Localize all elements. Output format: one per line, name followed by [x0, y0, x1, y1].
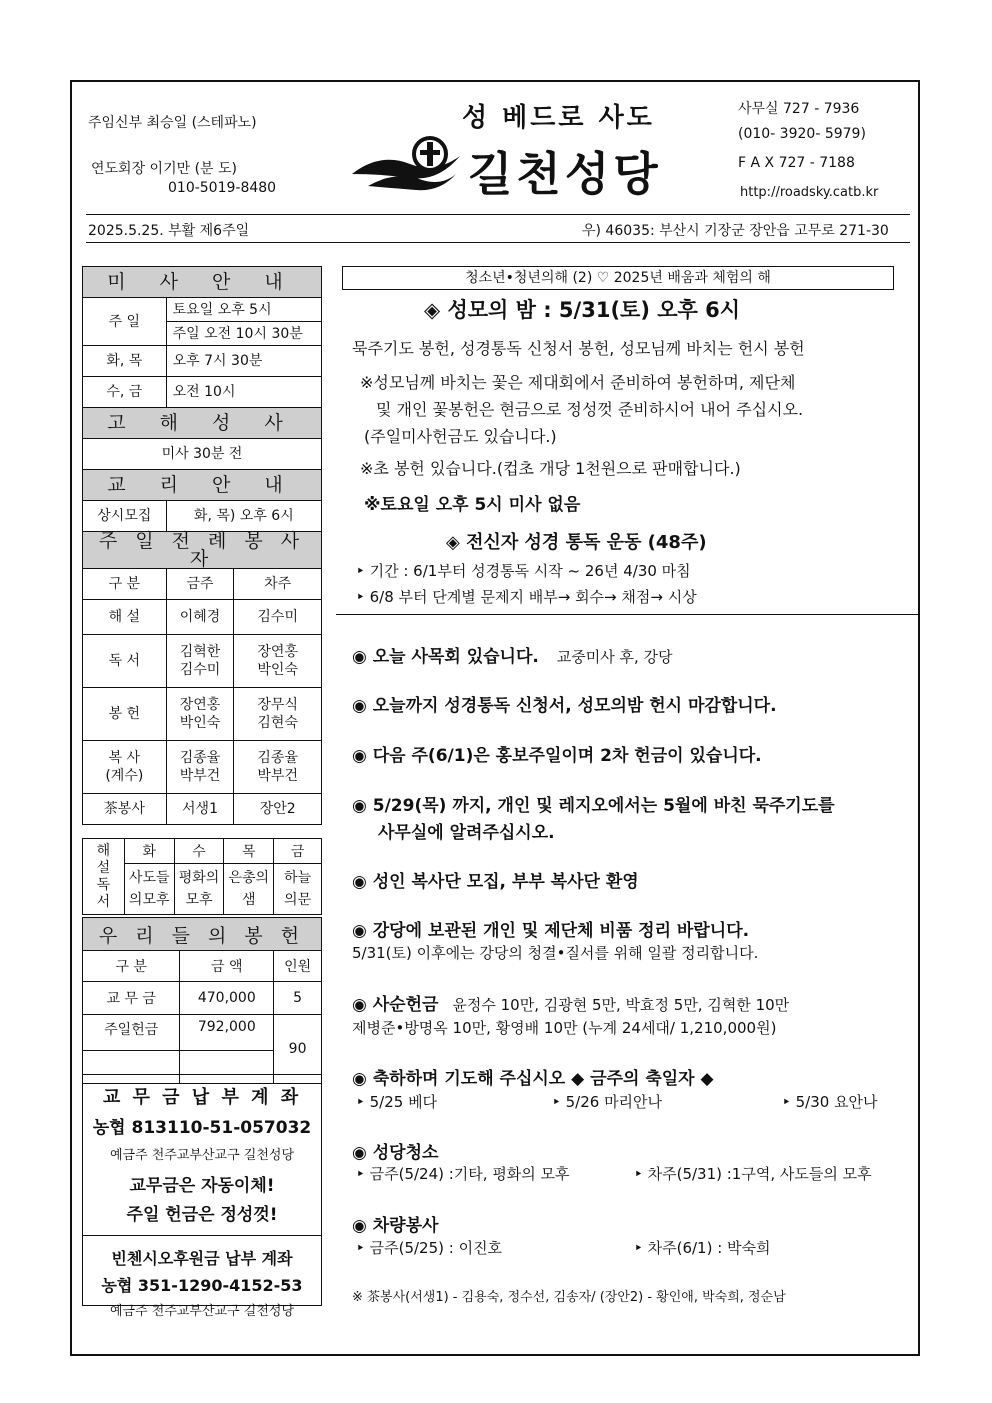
mass-day: 주 일: [83, 298, 167, 346]
pastor: 주임신부 최승일 (스테파노): [88, 115, 257, 131]
reading-cell: 사도들 의모후: [124, 864, 174, 915]
server-role: 해 설: [83, 600, 167, 635]
notice: ◉ 강당에 보관된 개인 및 제단체 비품 정리 바랍니다.: [352, 921, 750, 941]
account-owner: 예금주 천주교부산교구 길천성당: [109, 1148, 295, 1163]
offering-table: [82, 917, 322, 1084]
feast-item: ‣ 5/26 마리안나: [552, 1093, 663, 1111]
offering-kind: 교 무 금: [83, 982, 180, 1015]
parish-name: 길천성당: [468, 147, 662, 201]
date-line: 2025.5.25. 부활 제6주일: [88, 223, 250, 239]
website-link[interactable]: http://roadsky.catb.kr: [740, 185, 879, 200]
offering-head: 구 분: [83, 951, 180, 982]
notice: 사무실에 알려주십시오.: [378, 823, 555, 843]
catechism-title: 교 리 안 내: [83, 470, 322, 501]
catechism-label: 상시모집: [83, 501, 167, 532]
marian-line: (주일미사헌금도 있습니다.): [364, 427, 557, 446]
vincent-title: 빈첸시오후원금 납부 계좌: [111, 1249, 293, 1268]
section-divider: [336, 614, 918, 615]
offering-head: 인원: [274, 951, 322, 982]
reading-day: 수: [174, 839, 224, 864]
reading-cell: 하늘 의문: [274, 864, 322, 915]
mass-time: 토요일 오후 5시: [166, 298, 321, 322]
cleaning-item: ‣ 금주(5/24) :기타, 평화의 모후: [356, 1165, 570, 1183]
servers-title: 주 일 전 례 봉 사 자: [83, 532, 322, 569]
notice: ◉ 오늘 사목회 있습니다. 교중미사 후, 강당: [352, 647, 673, 667]
chair-phone: 010-5019-8480: [168, 180, 277, 196]
car-item: ‣ 차주(6/1) : 박숙희: [634, 1239, 771, 1257]
mass-time: 오후 7시 30분: [166, 346, 321, 377]
office-phone: 사무실 727 - 7936: [738, 101, 860, 117]
offering-kind: 주일헌금: [83, 1015, 180, 1051]
chair: 연도회장 이기만 (분 도): [91, 161, 237, 177]
server-next-week: 장무식 김현숙: [234, 688, 322, 741]
feast-item: ‣ 5/25 베다: [356, 1093, 438, 1111]
servers-head: 차주: [234, 569, 322, 600]
reading-cell: 평화의 모후: [174, 864, 224, 915]
reading-day: 금: [274, 839, 322, 864]
server-next-week: 장연홍 박인숙: [234, 635, 322, 688]
bible-line: ‣ 기간 : 6/1부터 성경통독 시작 ~ 26년 4/30 마침: [356, 562, 691, 580]
parish-logo-icon: [350, 134, 462, 194]
reading-day: 목: [224, 839, 274, 864]
feast-item: ‣ 5/30 요안나: [782, 1093, 878, 1111]
notice: ◉ 사순헌금 윤정수 10만, 김광현 5만, 박효정 5만, 김혁한 10만: [352, 995, 790, 1015]
marian-line: ※초 봉헌 있습니다.(컵초 개당 1천원으로 판매합니다.): [360, 459, 741, 478]
server-next-week: 장안2: [234, 794, 322, 825]
notice: ◉ 축하하며 기도해 주십시오 ◆ 금주의 축일자 ◆: [352, 1069, 714, 1089]
server-this-week: 김혁한 김수미: [166, 635, 234, 688]
marian-line: ※토요일 오후 5시 미사 없음: [364, 495, 581, 515]
marian-night-heading: ◈ 성모의 밤 : 5/31(토) 오후 6시: [424, 298, 741, 322]
mass-time: 주일 오전 10시 30분: [166, 322, 321, 346]
mass-title: 미 사 안 내: [83, 267, 322, 298]
bible-heading: ◈ 전신자 성경 통독 운동 (48주): [446, 532, 707, 553]
mobile-phone: (010- 3920- 5979): [738, 126, 866, 142]
reading-table: [82, 838, 322, 915]
confession-time: 미사 30분 전: [83, 439, 322, 470]
catechism-time: 화, 목) 오후 6시: [166, 501, 321, 532]
left-schedule-table: [82, 266, 322, 825]
mass-day: 수, 금: [83, 377, 167, 408]
notice: ◉ 성인 복사단 모집, 부부 복사단 환영: [352, 872, 639, 892]
server-this-week: 이혜경: [166, 600, 234, 635]
offering-head: 금 액: [180, 951, 274, 982]
notice-detail: 5/31(토) 이후에는 강당의 청결•질서를 위해 일괄 정리합니다.: [352, 944, 759, 962]
servers-head: 금주: [166, 569, 234, 600]
server-role: 독 서: [83, 635, 167, 688]
offering-count: 5: [274, 982, 322, 1015]
vincent-number: 농협 351-1290-4152-53: [101, 1276, 303, 1295]
year-banner: 청소년•청년의해 (2) ♡ 2025년 배움과 체험의 해: [342, 266, 894, 290]
server-role: 봉 헌: [83, 688, 167, 741]
cleaning-item: ‣ 차주(5/31) :1구역, 사도들의 모후: [634, 1165, 872, 1183]
server-this-week: 서생1: [166, 794, 234, 825]
mass-day: 화, 목: [83, 346, 167, 377]
parish-subtitle: 성 베드로 사도: [462, 103, 655, 133]
header-divider: [86, 214, 910, 215]
offering-amount: 792,000: [180, 1015, 274, 1051]
mass-time: 오전 10시: [166, 377, 321, 408]
address: 우) 46035: 부산시 기장군 장안읍 고무로 271-30: [582, 223, 889, 239]
notice-detail: 제병준•방명옥 10만, 황영배 10만 (누계 24세대/ 1,210,000원): [352, 1019, 777, 1037]
server-role: 복 사 (계수): [83, 741, 167, 794]
marian-line: ※성모님께 바치는 꽃은 제대회에서 준비하여 봉헌하며, 제단체: [360, 373, 796, 392]
server-next-week: 김종율 박부건: [234, 741, 322, 794]
notice: ◉ 차량봉사: [352, 1216, 439, 1236]
offering-title: 우 리 들 의 봉 헌: [83, 918, 322, 951]
reading-cell: 은총의 샘: [224, 864, 274, 915]
account-box: [82, 1074, 322, 1319]
confession-title: 고 해 성 사: [83, 408, 322, 439]
marian-line: 및 개인 꽃봉헌은 현금으로 정성껏 준비하시어 내어 주십시오.: [376, 400, 804, 419]
header-divider-2: [86, 242, 910, 243]
reading-label: 해 설 독 서: [83, 839, 125, 915]
account-number: 농협 813110-51-057032: [92, 1118, 312, 1138]
account-note: 주일 헌금은 정성껏!: [126, 1205, 278, 1225]
tea-servers: ※ 茶봉사(서생1) - 김용숙, 정수선, 김송자/ (장안2) - 황인애, 박숙희, 정순남: [352, 1290, 786, 1305]
server-next-week: 김수미: [234, 600, 322, 635]
bible-line: ‣ 6/8 부터 단계별 문제지 배부→ 회수→ 채점→ 시상: [356, 588, 697, 606]
servers-head: 구 분: [83, 569, 167, 600]
notice: ◉ 성당청소: [352, 1143, 439, 1163]
fax: F A X 727 - 7188: [738, 155, 855, 171]
marian-line: 묵주기도 봉헌, 성경통독 신청서 봉헌, 성모님께 바치는 헌시 봉헌: [352, 339, 805, 358]
offering-count: 90: [274, 1015, 322, 1084]
vincent-owner: 예금주 천주교부산교구 길천성당: [109, 1304, 295, 1319]
server-this-week: 김종율 박부건: [166, 741, 234, 794]
offering-amount: 470,000: [180, 982, 274, 1015]
notice: ◉ 다음 주(6/1)은 홍보주일이며 2차 헌금이 있습니다.: [352, 746, 762, 766]
notice: ◉ 오늘까지 성경통독 신청서, 성모의밤 헌시 마감합니다.: [352, 696, 777, 716]
reading-day: 화: [124, 839, 174, 864]
server-this-week: 장연홍 박인숙: [166, 688, 234, 741]
account-title: 교 무 금 납 부 계 좌: [102, 1087, 302, 1108]
notice: ◉ 5/29(목) 까지, 개인 및 레지오에서는 5월에 바친 묵주기도를: [352, 796, 835, 816]
server-role: 茶봉사: [83, 794, 167, 825]
account-note: 교무금은 자동이체!: [129, 1176, 275, 1196]
car-item: ‣ 금주(5/25) : 이진호: [356, 1239, 503, 1257]
